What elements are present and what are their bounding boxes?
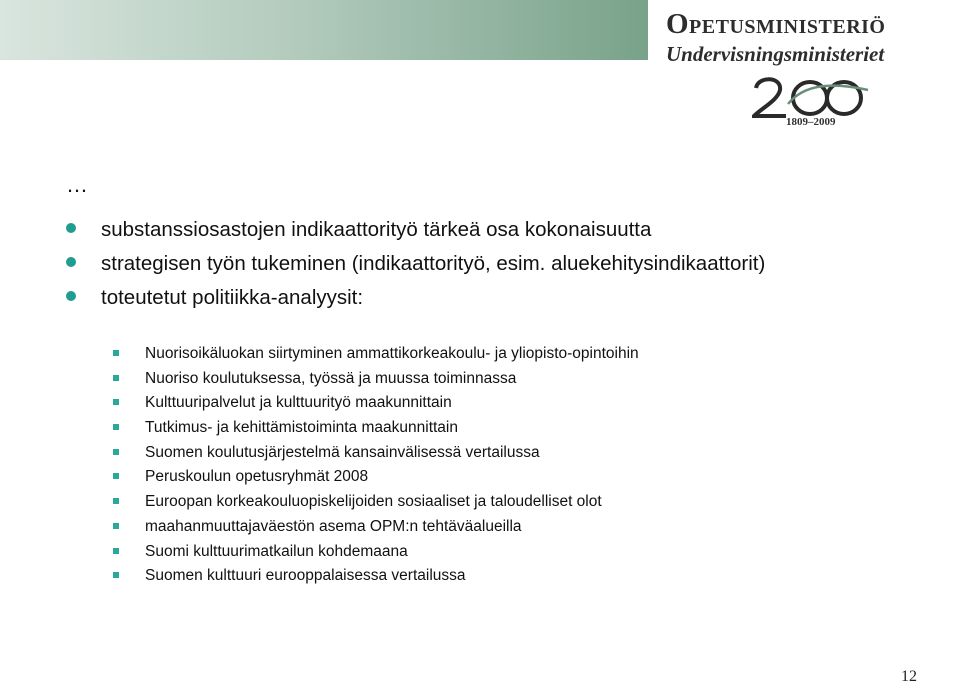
square-bullet-icon xyxy=(113,523,119,529)
bullet-dot-icon xyxy=(66,257,76,267)
square-bullet-icon xyxy=(113,350,119,356)
ellipsis: … xyxy=(66,172,88,197)
bullet-dot-icon xyxy=(66,223,76,233)
analysis-text: Suomen koulutusjärjestelmä kansainvälisessä vertailussa xyxy=(145,443,540,461)
square-bullet-icon xyxy=(113,375,119,381)
analysis-text: Suomi kulttuurimatkailun kohdemaana xyxy=(145,542,408,560)
ministry-logo-title: Opetusministeriö xyxy=(666,8,886,40)
bullet-text: substanssiosastojen indikaattorityö tärkeä osa kokonaisuutta xyxy=(101,218,652,241)
square-bullet-icon xyxy=(113,424,119,430)
header-band xyxy=(0,0,648,60)
analysis-text: Nuorisoikäluokan siirtyminen ammattikorkeakoulu- ja yliopisto-opintoihin xyxy=(145,345,639,362)
square-bullet-icon xyxy=(113,399,119,405)
analysis-text: maahanmuuttajaväestön asema OPM:n tehtäväalueilla xyxy=(145,517,522,535)
bullet-text: toteutetut politiikka-analyysit: xyxy=(101,286,364,309)
square-bullet-icon xyxy=(113,548,119,554)
square-bullet-icon xyxy=(113,473,119,479)
analysis-text: Suomen kulttuuri eurooppalaisessa vertailussa xyxy=(145,567,466,585)
jubilee-years: 1809–2009 xyxy=(786,116,836,128)
square-bullet-icon xyxy=(113,449,119,455)
anniversary-200-logo xyxy=(752,74,872,118)
bullet-text: strategisen työn tukeminen (indikaattorityö, esim. aluekehitysindikaattorit) xyxy=(101,252,766,275)
square-bullet-icon xyxy=(113,498,119,504)
analysis-text: Peruskoulun opetusryhmät 2008 xyxy=(145,468,369,486)
analysis-text: Euroopan korkeakouluopiskelijoiden sosiaaliset ja taloudelliset olot xyxy=(145,493,602,511)
square-bullet-icon xyxy=(113,572,119,578)
analysis-text: Kulttuuripalvelut ja kulttuurityö maakunnittain xyxy=(145,394,452,412)
analysis-text: Nuoriso koulutuksessa, työssä ja muussa toiminnassa xyxy=(145,369,517,387)
bullet-dot-icon xyxy=(66,291,76,301)
ministry-logo-subtitle: Undervisningsministeriet xyxy=(666,42,885,66)
analysis-text: Tutkimus- ja kehittämistoiminta maakunnittain xyxy=(145,419,458,437)
page-number: 12 xyxy=(901,668,917,685)
logo-digit-2 xyxy=(754,79,786,116)
